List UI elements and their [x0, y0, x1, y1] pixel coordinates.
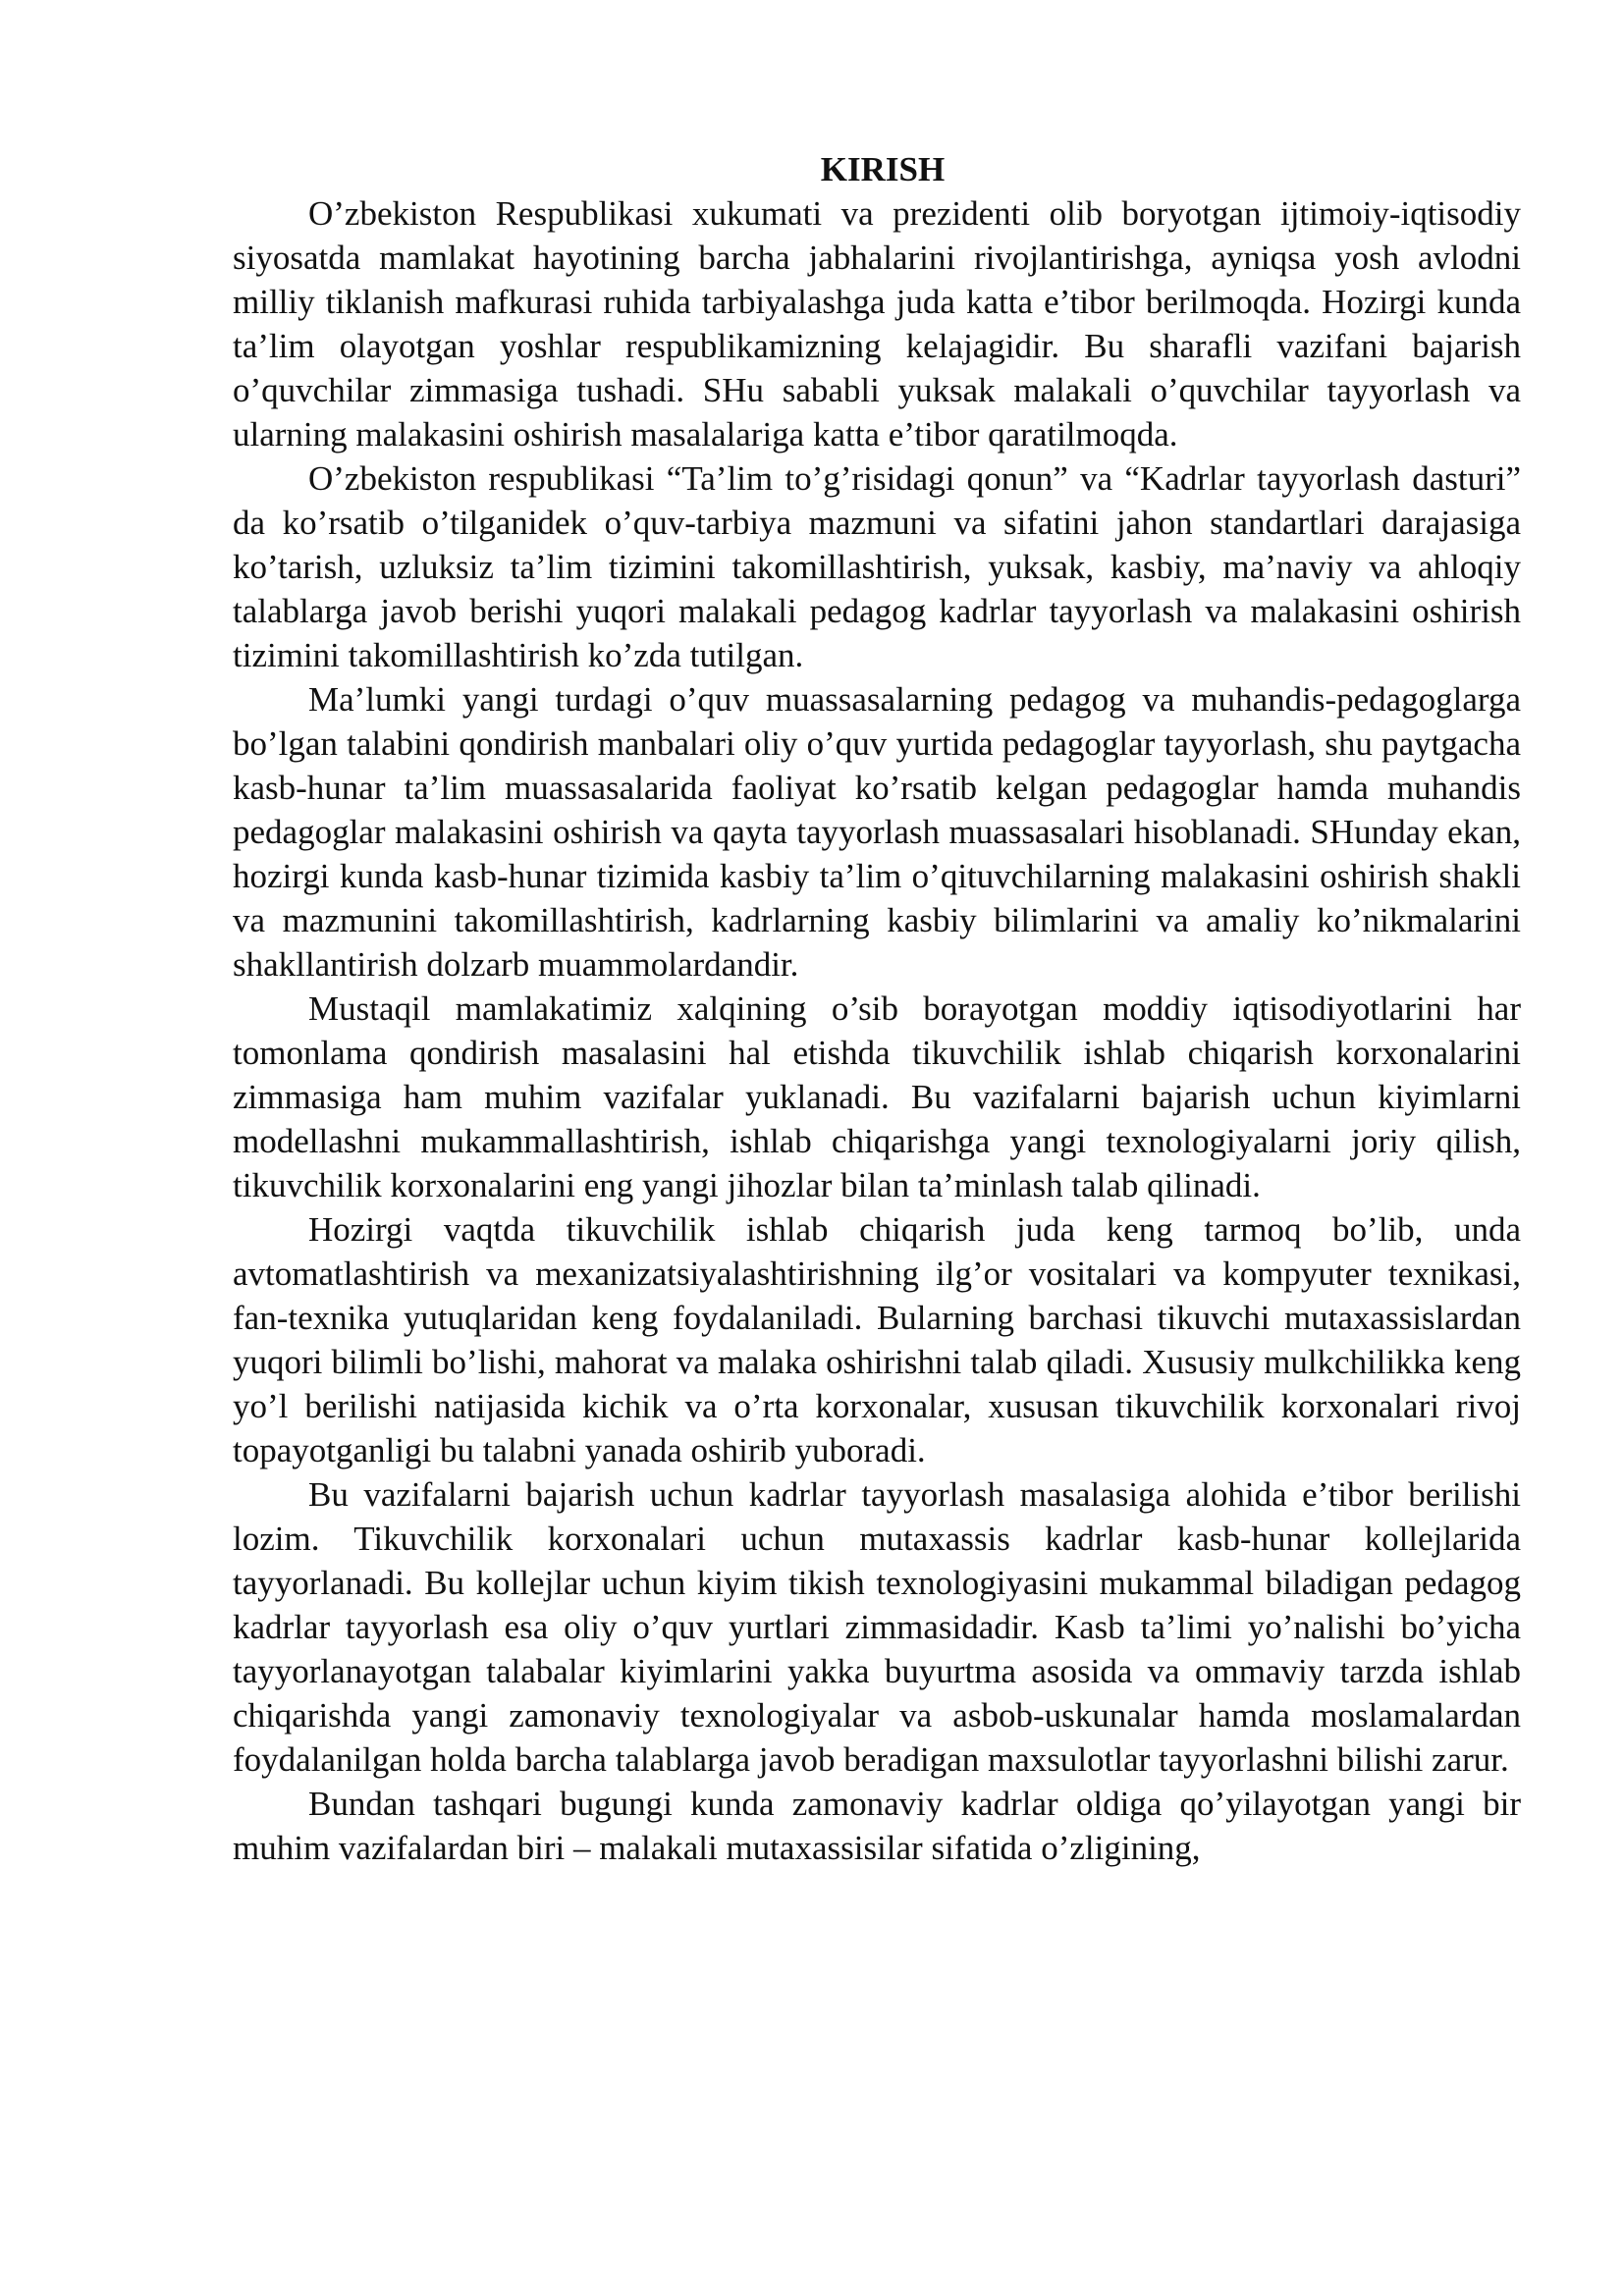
paragraph-2: O’zbekiston respublikasi “Ta’lim to’g’risidagi qonun” va “Kadrlar tayyorlash dasturi” da ko’rsatib o’tilganidek o’quv-tarbiya mazmuni va sifatini jahon standartlari darajasiga ko’tarish, uzluksiz ta’lim tizimini takomillashtirish, yuksak, kasbiy, ma’naviy va ahloqiy talablarga javob berishi yuqori malakali pedagog kadrlar tayyorlash va malakasini oshirish tizimini takomillashtirish ko’zda tutilgan. [233, 459, 1521, 674]
document-title: KIRISH [820, 150, 946, 188]
paragraph-7: Bundan tashqari bugungi kunda zamonaviy kadrlar oldiga qo’yilayotgan yangi bir muhim vazifalardan biri – malakali mutaxassisilar sifatida o’zligining, [233, 1785, 1521, 1867]
document-page [233, 147, 1521, 1870]
paragraph-6: Bu vazifalarni bajarish uchun kadrlar tayyorlash masalasiga alohida e’tibor berilishi lozim. Tikuvchilik korxonalari uchun mutaxassis kadrlar kasb-hunar kollejlarida tayyorlanadi. Bu kollejlar uchun kiyim tikish texnologiyasini mukammal biladigan pedagog kadrlar tayyorlash esa oliy o’quv yurtlari zimmasidadir. Kasb ta’limi yo’nalishi bo’yicha tayyorlanayotgan talabalar kiyimlarini yakka buyurtma asosida va ommaviy tarzda ishlab chiqarishda yangi zamonaviy texnologiyalar va asbob-uskunalar hamda moslamalardan foydalanilgan holda barcha talablarga javob beradigan maxsulotlar tayyorlashni bilishi zarur. [233, 1475, 1521, 1779]
paragraph-4: Mustaqil mamlakatimiz xalqining o’sib borayotgan moddiy iqtisodiyotlarini har tomonlama qondirish masalasini hal etishda tikuvchilik ishlab chiqarish korxonalarini zimmasiga ham muhim vazifalar yuklanadi. Bu vazifalarni bajarish uchun kiyimlarni modellashni mukammallashtirish, ishlab chiqarishga yangi texnologiyalarni joriy qilish, tikuvchilik korxonalarini eng yangi jihozlar bilan ta’minlash talab qilinadi. [233, 989, 1521, 1204]
paragraph-1: O’zbekiston Respublikasi xukumati va prezidenti olib boryotgan ijtimoiy-iqtisodiy siyosatda mamlakat hayotining barcha jabhalarini rivojlantirishga, ayniqsa yosh avlodni milliy tiklanish mafkurasi ruhida tarbiyalashga juda katta e’tibor berilmoqda. Hozirgi kunda ta’lim olayotgan yoshlar respublikamizning kelajagidir. Bu sharafli vazifani bajarish o’quvchilar zimmasiga tushadi. SHu sababli yuksak malakali o’quvchilar tayyorlash va ularning malakasini oshirish masalalariga katta e’tibor qaratilmoqda. [233, 194, 1521, 454]
paragraph-3: Ma’lumki yangi turdagi o’quv muassasalarning pedagog va muhandis-pedagoglarga bo’lgan talabini qondirish manbalari oliy o’quv yurtida pedagoglar tayyorlash, shu paytgacha kasb-hunar ta’lim muassasalarida faoliyat ko’rsatib kelgan pedagoglar hamda muhandis pedagoglar malakasini oshirish va qayta tayyorlash muassasalari hisoblanadi. SHunday ekan, hozirgi kunda kasb-hunar tizimida kasbiy ta’lim o’qituvchilarning malakasini oshirish shakli va mazmunini takomillashtirish, kadrlarning kasbiy bilimlarini va amaliy ko’nikmalarini shakllantirish dolzarb muammolardandir. [233, 680, 1521, 984]
paragraph-5: Hozirgi vaqtda tikuvchilik ishlab chiqarish juda keng tarmoq bo’lib, unda avtomatlashtirish va mexanizatsiyalashtirishning ilg’or vositalari va kompyuter texnikasi, fan-texnika yutuqlaridan keng foydalaniladi. Bularning barchasi tikuvchi mutaxassislardan yuqori bilimli bo’lishi, mahorat va malaka oshirishni talab qiladi. Xususiy mulkchilikka keng yo’l berilishi natijasida kichik va o’rta korxonalar, xususan tikuvchilik korxonalari rivoj topayotganligi bu talabni yanada oshirib yuboradi. [233, 1210, 1521, 1469]
